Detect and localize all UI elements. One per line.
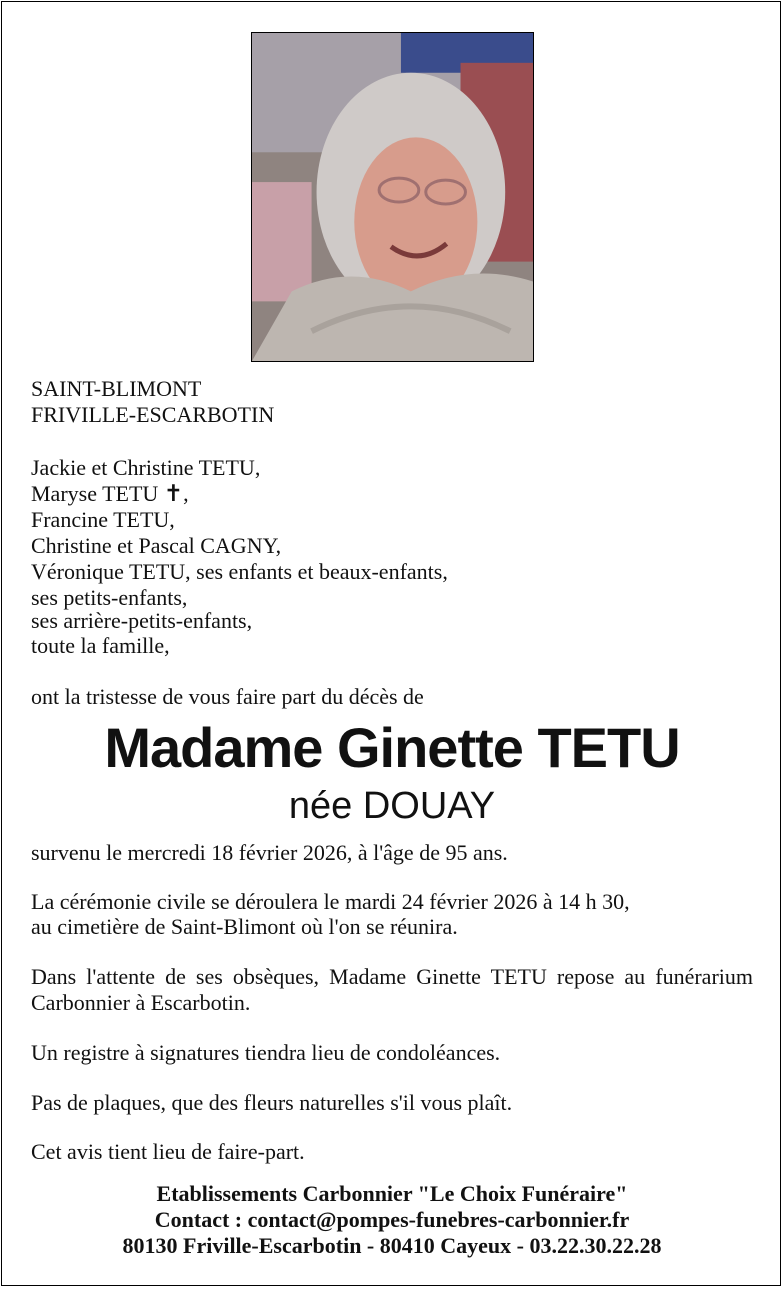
location-line: SAINT-BLIMONT bbox=[31, 376, 202, 401]
address-line: 80130 Friville-Escarbotin - 80410 Cayeux - 03.22.30.22.28 bbox=[122, 1233, 662, 1258]
portrait-photo bbox=[251, 32, 534, 362]
maiden-name: née DOUAY bbox=[288, 785, 496, 827]
ceremony-line: La cérémonie civile se déroulera le mardi 24 février 2026 à 14 h 30, bbox=[31, 889, 630, 914]
death-info: survenu le mercredi 18 février 2026, à l'âge de 95 ans. bbox=[31, 840, 508, 865]
rest-place: Dans l'attente de ses obsèques, Madame Ginette TETU repose au funérarium Carbonnier à Escarbotin. bbox=[31, 964, 753, 1015]
family-line: Véronique TETU, ses enfants et beaux-enfants, bbox=[31, 559, 448, 584]
funeral-home-footer bbox=[0, 1181, 784, 1259]
cross-icon: ✝ bbox=[163, 481, 184, 507]
portrait-photo-icon bbox=[252, 33, 533, 361]
flowers-note: Pas de plaques, que des fleurs naturelles s'il vous plaît. bbox=[31, 1090, 513, 1115]
family-line: ses arrière-petits-enfants, bbox=[31, 608, 253, 633]
family-line: ses petits-enfants, bbox=[31, 585, 188, 610]
registry-note: Un registre à signatures tiendra lieu de condoléances. bbox=[31, 1040, 501, 1065]
contact-line: Contact : contact@pompes-funebres-carbonnier.fr bbox=[154, 1207, 630, 1232]
location-line: FRIVILLE-ESCARBOTIN bbox=[31, 402, 275, 427]
ceremony-line: au cimetière de Saint-Blimont où l'on se réunira. bbox=[31, 914, 458, 939]
family-line: toute la famille, bbox=[31, 633, 170, 658]
family-line: Christine et Pascal CAGNY, bbox=[31, 533, 282, 558]
family-name: Maryse TETU bbox=[31, 481, 159, 506]
announcement: ont la tristesse de vous faire part du décès de bbox=[31, 684, 424, 709]
family-line-end: , bbox=[183, 481, 189, 506]
deceased-name: Madame Ginette TETU bbox=[104, 716, 680, 779]
family-line: Jackie et Christine TETU, bbox=[31, 455, 261, 480]
family-line: Francine TETU, bbox=[31, 507, 175, 532]
family-line bbox=[31, 481, 189, 507]
notice-note: Cet avis tient lieu de faire-part. bbox=[31, 1139, 305, 1164]
company-name: Etablissements Carbonnier "Le Choix Funéraire" bbox=[156, 1181, 628, 1206]
